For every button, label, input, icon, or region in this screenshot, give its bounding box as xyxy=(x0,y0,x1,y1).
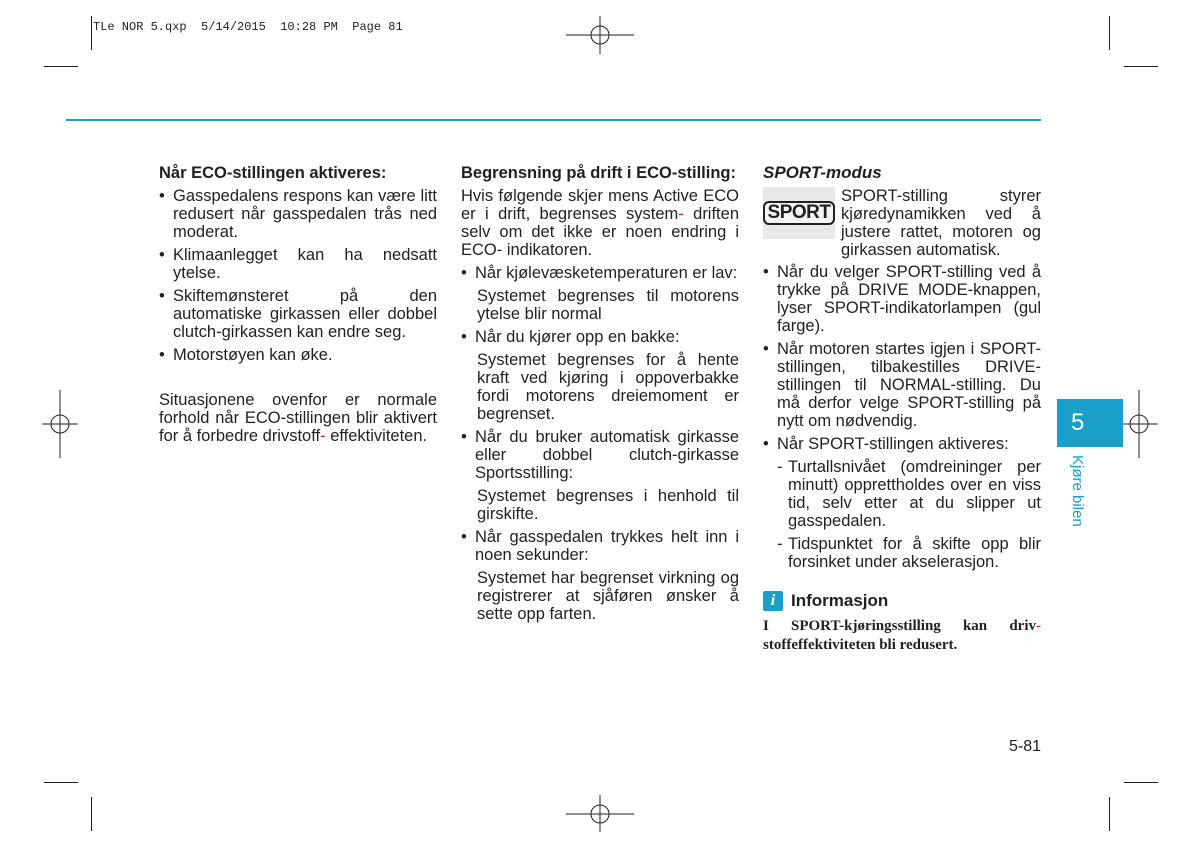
list-item: • Motorstøyen kan øke. xyxy=(159,346,437,364)
page-number: 5-81 xyxy=(1009,738,1042,755)
list-item: • Når du bruker automatisk girkasse eller dobbel clutch-girkasse Sportsstilling: xyxy=(461,428,739,482)
col2-heading: Begrensning på drift i ECO-stilling: xyxy=(461,164,737,182)
list-item: • Klimaanlegget kan ha nedsatt ytelse. xyxy=(159,246,437,282)
list-item: • Når motoren startes igjen i SPORT-stillingen, tilbakestilles DRIVE-stillingen til NORMAL-stilling. Du må derfor velge SPORT-stilling på nytt om nødvendig. xyxy=(763,340,1041,430)
list-item: • Når SPORT-stillingen aktiveres: xyxy=(763,435,1041,453)
col2-intro: Hvis følgende skjer mens Active ECO er i drift, begrenses system- driften selv om det ikke er noen endring i ECO- indikatoren. xyxy=(461,187,739,259)
col3-intro: SPORT-stilling styrer kjøredynamikken ved å justere rattet, motoren og girkassen automatisk. xyxy=(841,187,1041,259)
info-header xyxy=(763,591,1041,611)
chapter-number-tab: 5 xyxy=(1057,399,1123,447)
info-text: I SPORT-kjøringsstilling kan driv- stoffeffektiviteten bli redusert. xyxy=(763,618,1041,653)
list-item: • Når gasspedalen trykkes helt inn i noen sekunder: xyxy=(461,528,739,564)
col1-paragraph: Situasjonene ovenfor er normale forhold når ECO-stillingen blir aktivert for å forbedre drivstoff- effektiviteten. xyxy=(159,391,437,445)
sport-badge-label: SPORT xyxy=(763,201,836,225)
sport-intro-row xyxy=(763,187,1041,259)
chapter-title: Kjøre bilen xyxy=(1069,455,1086,527)
list-item: • Gasspedalens respons kan være litt redusert når gasspedalen trås ned moderat. xyxy=(159,187,437,241)
list-item-result: Systemet har begrenset virkning og registrerer at sjåføren ønsker å sette opp farten. xyxy=(477,569,739,623)
info-title: Informasjon xyxy=(791,591,889,610)
list-item: • Når kjølevæsketemperaturen er lav: xyxy=(461,264,739,282)
list-item-result: Systemet begrenses for å hente kraft ved kjøring i oppoverbakke fordi motorens dreiemoment er begrenset. xyxy=(477,351,739,423)
list-item-result: Systemet begrenses i henhold til girskifte. xyxy=(477,487,739,523)
sub-list-item: - Turtallsnivået (omdreininger per minutt) opprettholdes over en viss tid, selv etter at du slipper ut gasspedalen. xyxy=(777,458,1041,530)
header-rule xyxy=(66,119,1041,121)
column-eco-active xyxy=(159,164,437,445)
column-eco-limitation xyxy=(461,164,739,623)
list-item: • Skiftemønsteret på den automatiske girkassen eller dobbel clutch-girkassen kan endre seg. xyxy=(159,287,437,341)
sport-mode-icon xyxy=(763,187,835,239)
list-item: • Når du velger SPORT-stilling ved å trykke på DRIVE MODE-knappen, lyser SPORT-indikatorlampen (gul farge). xyxy=(763,263,1041,335)
col3-heading: SPORT-modus xyxy=(763,163,882,182)
print-file-info: TLe NOR 5.qxp 5/14/2015 10:28 PM Page 81 xyxy=(93,20,403,34)
column-sport-mode xyxy=(763,164,1041,655)
list-item: • Når du kjører opp en bakke: xyxy=(461,328,739,346)
col1-heading: Når ECO-stillingen aktiveres: xyxy=(159,164,387,182)
sub-list-item: - Tidspunktet for å skifte opp blir forsinket under akselerasjon. xyxy=(777,535,1041,571)
list-item-result: Systemet begrenses til motorens ytelse blir normal xyxy=(477,287,739,323)
info-icon: i xyxy=(763,591,783,611)
